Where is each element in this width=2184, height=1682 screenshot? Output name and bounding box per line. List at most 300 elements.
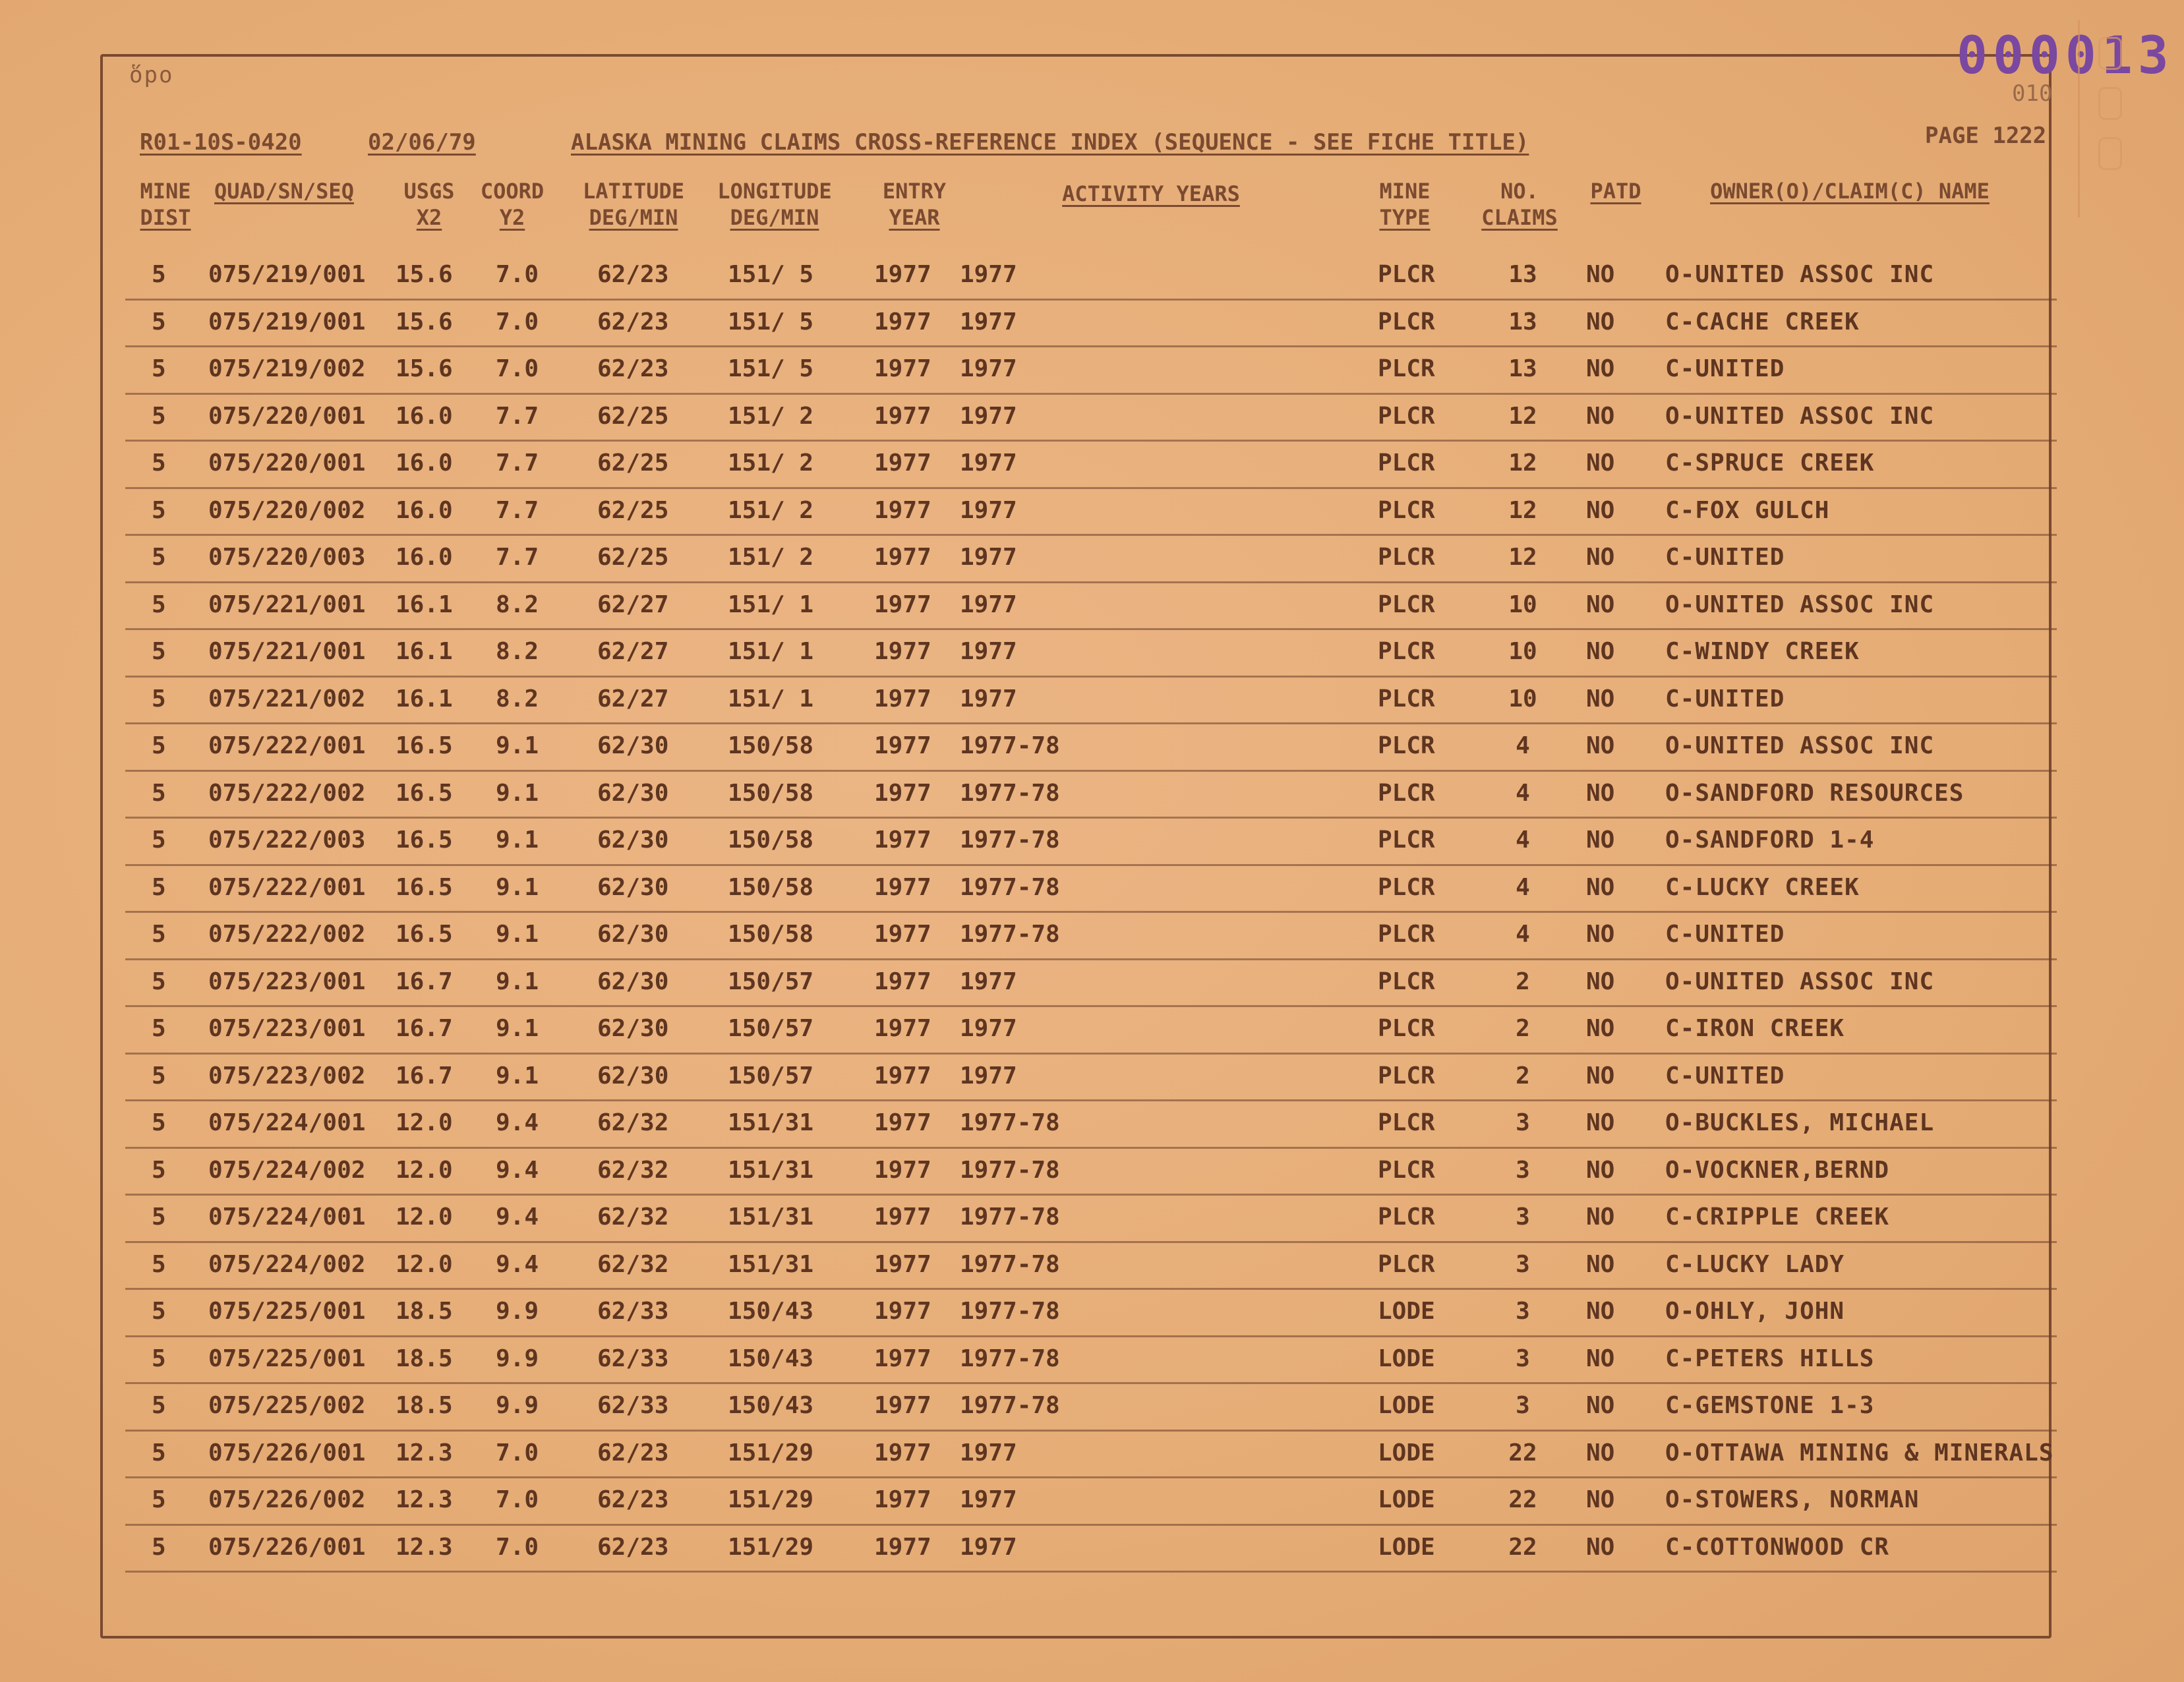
owner-claim-name-cell: C-UNITED	[1665, 355, 1785, 382]
owner-claim-name-cell: C-CRIPPLE CREEK	[1665, 1204, 1890, 1231]
longitude-cell: 150/58	[728, 921, 814, 948]
table-row	[125, 630, 2057, 678]
quad-cell: 075/221/002	[208, 685, 366, 712]
mine-type-cell: PLCR	[1378, 1204, 1435, 1231]
owner-claim-name-cell: C-WINDY CREEK	[1665, 638, 1860, 665]
owner-claim-name-cell: C-UNITED	[1665, 1062, 1785, 1089]
mine-dist-cell: 5	[152, 1250, 166, 1278]
mine-dist-cell: 5	[152, 591, 166, 618]
mine-type-cell: PLCR	[1378, 873, 1435, 901]
owner-claim-name-cell: C-UNITED	[1665, 921, 1785, 948]
patented-cell: NO	[1586, 261, 1615, 288]
claims-count-cell: 3	[1516, 1345, 1530, 1372]
y2-cell: 7.7	[496, 544, 539, 571]
owner-claim-name-cell: C-UNITED	[1665, 685, 1785, 712]
table-row	[125, 913, 2057, 960]
latitude-cell: 62/27	[597, 591, 669, 618]
table-row	[125, 819, 2057, 866]
mine-type-cell: PLCR	[1378, 779, 1435, 807]
entry-year-cell: 1977	[874, 873, 931, 901]
patented-cell: NO	[1586, 1439, 1615, 1466]
owner-claim-name-cell: O-OTTAWA MINING & MINERALS	[1665, 1439, 2054, 1466]
table-row	[125, 395, 2057, 442]
entry-year-cell: 1977	[874, 1439, 931, 1466]
latitude-cell: 62/30	[597, 732, 669, 759]
activity-years-cell: 1977	[960, 450, 1017, 477]
quad-cell: 075/219/001	[208, 308, 366, 335]
table-row	[125, 442, 2057, 489]
entry-year-cell: 1977	[874, 1486, 931, 1513]
owner-claim-name-cell: C-PETERS HILLS	[1665, 1345, 1875, 1372]
patented-cell: NO	[1586, 732, 1615, 759]
latitude-cell: 62/27	[597, 685, 669, 712]
claims-count-cell: 4	[1516, 921, 1530, 948]
column-headers	[125, 178, 2057, 250]
y2-cell: 9.1	[496, 873, 539, 901]
mine-dist-cell: 5	[152, 732, 166, 759]
mine-dist-cell: 5	[152, 450, 166, 477]
owner-claim-name-cell: C-GEMSTONE 1-3	[1665, 1392, 1875, 1419]
entry-year-cell: 1977	[874, 544, 931, 571]
patented-cell: NO	[1586, 1015, 1615, 1042]
latitude-cell: 62/32	[597, 1109, 669, 1136]
mine-dist-cell: 5	[152, 1392, 166, 1419]
longitude-cell: 150/58	[728, 826, 814, 854]
entry-year-cell: 1977	[874, 591, 931, 618]
patented-cell: NO	[1586, 1533, 1615, 1561]
owner-claim-name-cell: C-SPRUCE CREEK	[1665, 450, 1875, 477]
entry-year-cell: 1977	[874, 1345, 931, 1372]
column-header: OWNER(O)/CLAIM(C) NAME	[1710, 179, 1990, 204]
claims-count-cell: 3	[1516, 1392, 1530, 1419]
owner-claim-name-cell: C-LUCKY CREEK	[1665, 873, 1860, 901]
table-row	[125, 678, 2057, 725]
y2-cell: 7.0	[496, 308, 539, 335]
claims-count-cell: 12	[1508, 450, 1537, 477]
table-row	[125, 1478, 2057, 1526]
quad-cell: 075/222/002	[208, 921, 366, 948]
table-row	[125, 1149, 2057, 1196]
mine-dist-cell: 5	[152, 261, 166, 288]
column-header: ENTRY YEAR	[882, 179, 947, 230]
mine-type-cell: LODE	[1378, 1392, 1435, 1419]
claims-count-cell: 22	[1508, 1486, 1537, 1513]
x2-cell: 16.0	[396, 544, 453, 571]
mine-dist-cell: 5	[152, 1109, 166, 1136]
claims-count-cell: 3	[1516, 1298, 1530, 1325]
y2-cell: 8.2	[496, 638, 539, 665]
longitude-cell: 150/57	[728, 968, 814, 995]
claims-count-cell: 12	[1508, 496, 1537, 524]
activity-years-cell: 1977-78	[960, 826, 1060, 854]
activity-years-cell: 1977-78	[960, 1250, 1060, 1278]
mine-type-cell: PLCR	[1378, 1015, 1435, 1042]
activity-years-cell: 1977-78	[960, 921, 1060, 948]
mine-dist-cell: 5	[152, 355, 166, 382]
patented-cell: NO	[1586, 450, 1615, 477]
owner-claim-name-cell: C-FOX GULCH	[1665, 496, 1830, 524]
owner-claim-name-cell: O-UNITED ASSOC INC	[1665, 591, 1935, 618]
entry-year-cell: 1977	[874, 826, 931, 854]
activity-years-cell: 1977-78	[960, 873, 1060, 901]
table-row	[125, 866, 2057, 914]
column-header: COORD Y2	[480, 179, 545, 230]
activity-years-cell: 1977	[960, 1439, 1017, 1466]
longitude-cell: 151/ 5	[728, 261, 814, 288]
latitude-cell: 62/32	[597, 1156, 669, 1184]
table-row	[125, 1007, 2057, 1055]
activity-years-cell: 1977	[960, 1062, 1017, 1089]
column-header: LATITUDE DEG/MIN	[582, 179, 685, 230]
quad-cell: 075/221/001	[208, 638, 366, 665]
owner-claim-name-cell: O-UNITED ASSOC INC	[1665, 968, 1935, 995]
longitude-cell: 151/ 1	[728, 638, 814, 665]
mine-dist-cell: 5	[152, 1015, 166, 1042]
entry-year-cell: 1977	[874, 732, 931, 759]
latitude-cell: 62/23	[597, 1533, 669, 1561]
mine-type-cell: LODE	[1378, 1486, 1435, 1513]
owner-claim-name-cell: C-UNITED	[1665, 544, 1785, 571]
owner-claim-name-cell: C-COTTONWOOD CR	[1665, 1533, 1890, 1561]
table-row	[125, 347, 2057, 395]
stamp-number: 000013	[1957, 26, 2174, 86]
mine-type-cell: PLCR	[1378, 1062, 1435, 1089]
patented-cell: NO	[1586, 1298, 1615, 1325]
owner-claim-name-cell: C-CACHE CREEK	[1665, 308, 1860, 335]
patented-cell: NO	[1586, 921, 1615, 948]
table-row	[125, 1290, 2057, 1337]
mine-type-cell: PLCR	[1378, 591, 1435, 618]
mine-dist-cell: 5	[152, 1156, 166, 1184]
latitude-cell: 62/33	[597, 1345, 669, 1372]
patented-cell: NO	[1586, 308, 1615, 335]
claims-count-cell: 10	[1508, 591, 1537, 618]
y2-cell: 9.1	[496, 779, 539, 807]
x2-cell: 12.3	[396, 1486, 453, 1513]
entry-year-cell: 1977	[874, 1533, 931, 1561]
longitude-cell: 151/31	[728, 1156, 814, 1184]
patented-cell: NO	[1586, 544, 1615, 571]
patented-cell: NO	[1586, 1109, 1615, 1136]
y2-cell: 8.2	[496, 591, 539, 618]
latitude-cell: 62/32	[597, 1250, 669, 1278]
entry-year-cell: 1977	[874, 308, 931, 335]
table-row	[125, 724, 2057, 772]
longitude-cell: 150/58	[728, 779, 814, 807]
patented-cell: NO	[1586, 591, 1615, 618]
x2-cell: 16.1	[396, 638, 453, 665]
y2-cell: 7.0	[496, 355, 539, 382]
x2-cell: 12.3	[396, 1439, 453, 1466]
quad-cell: 075/223/001	[208, 1015, 366, 1042]
mine-dist-cell: 5	[152, 308, 166, 335]
activity-years-cell: 1977-78	[960, 1345, 1060, 1372]
y2-cell: 9.1	[496, 968, 539, 995]
table-row	[125, 1526, 2057, 1573]
activity-years-cell: 1977	[960, 261, 1017, 288]
mine-dist-cell: 5	[152, 685, 166, 712]
mine-dist-cell: 5	[152, 1204, 166, 1231]
patented-cell: NO	[1586, 1204, 1615, 1231]
quad-cell: 075/222/003	[208, 826, 366, 854]
column-header: PATD	[1590, 179, 1641, 204]
mine-dist-cell: 5	[152, 968, 166, 995]
longitude-cell: 150/57	[728, 1062, 814, 1089]
report-date: 02/06/79	[368, 129, 476, 156]
claims-count-cell: 4	[1516, 873, 1530, 901]
mine-dist-cell: 5	[152, 402, 166, 430]
y2-cell: 9.1	[496, 826, 539, 854]
quad-cell: 075/220/001	[208, 402, 366, 430]
y2-cell: 9.9	[496, 1298, 539, 1325]
mine-dist-cell: 5	[152, 1533, 166, 1561]
claims-count-cell: 12	[1508, 544, 1537, 571]
mine-type-cell: PLCR	[1378, 496, 1435, 524]
activity-years-cell: 1977	[960, 968, 1017, 995]
table-row	[125, 253, 2057, 301]
column-header: MINE TYPE	[1379, 179, 1431, 230]
entry-year-cell: 1977	[874, 921, 931, 948]
mine-dist-cell: 5	[152, 1345, 166, 1372]
latitude-cell: 62/23	[597, 261, 669, 288]
table-row	[125, 301, 2057, 348]
report-header	[140, 123, 2051, 166]
patented-cell: NO	[1586, 1345, 1615, 1372]
entry-year-cell: 1977	[874, 1250, 931, 1278]
claims-count-cell: 3	[1516, 1109, 1530, 1136]
activity-years-cell: 1977-78	[960, 1392, 1060, 1419]
quad-cell: 075/220/003	[208, 544, 366, 571]
claims-count-cell: 12	[1508, 402, 1537, 430]
entry-year-cell: 1977	[874, 1204, 931, 1231]
entry-year-cell: 1977	[874, 1015, 931, 1042]
activity-years-cell: 1977	[960, 308, 1017, 335]
x2-cell: 16.0	[396, 402, 453, 430]
report-title: ALASKA MINING CLAIMS CROSS-REFERENCE INDEX (SEQUENCE - SEE FICHE TITLE)	[571, 129, 1529, 156]
mine-dist-cell: 5	[152, 826, 166, 854]
quad-cell: 075/226/001	[208, 1439, 366, 1466]
table-row	[125, 1196, 2057, 1243]
x2-cell: 16.5	[396, 779, 453, 807]
claims-count-cell: 13	[1508, 355, 1537, 382]
quad-cell: 075/219/002	[208, 355, 366, 382]
entry-year-cell: 1977	[874, 1156, 931, 1184]
longitude-cell: 150/58	[728, 873, 814, 901]
latitude-cell: 62/30	[597, 921, 669, 948]
mine-dist-cell: 5	[152, 873, 166, 901]
column-header: MINE DIST	[140, 179, 191, 230]
mine-dist-cell: 5	[152, 544, 166, 571]
quad-cell: 075/220/001	[208, 450, 366, 477]
longitude-cell: 151/31	[728, 1109, 814, 1136]
x2-cell: 16.7	[396, 968, 453, 995]
y2-cell: 9.4	[496, 1204, 539, 1231]
mine-type-cell: PLCR	[1378, 685, 1435, 712]
claims-count-cell: 2	[1516, 1015, 1530, 1042]
mine-dist-cell: 5	[152, 1062, 166, 1089]
entry-year-cell: 1977	[874, 1392, 931, 1419]
x2-cell: 16.7	[396, 1015, 453, 1042]
mine-type-cell: LODE	[1378, 1298, 1435, 1325]
claims-count-cell: 3	[1516, 1204, 1530, 1231]
patented-cell: NO	[1586, 496, 1615, 524]
table-row	[125, 1243, 2057, 1290]
mine-dist-cell: 5	[152, 1298, 166, 1325]
activity-years-cell: 1977-78	[960, 1298, 1060, 1325]
x2-cell: 12.3	[396, 1533, 453, 1561]
entry-year-cell: 1977	[874, 355, 931, 382]
mine-type-cell: PLCR	[1378, 638, 1435, 665]
owner-claim-name-cell: O-UNITED ASSOC INC	[1665, 732, 1935, 759]
table-row	[125, 1101, 2057, 1149]
entry-year-cell: 1977	[874, 496, 931, 524]
x2-cell: 16.1	[396, 591, 453, 618]
activity-years-cell: 1977-78	[960, 732, 1060, 759]
mine-type-cell: LODE	[1378, 1439, 1435, 1466]
x2-cell: 16.7	[396, 1062, 453, 1089]
x2-cell: 15.6	[396, 261, 453, 288]
claims-count-cell: 10	[1508, 685, 1537, 712]
quad-cell: 075/220/002	[208, 496, 366, 524]
longitude-cell: 150/43	[728, 1345, 814, 1372]
activity-years-cell: 1977-78	[960, 1156, 1060, 1184]
entry-year-cell: 1977	[874, 402, 931, 430]
column-header: QUAD/SN/SEQ	[214, 179, 354, 204]
y2-cell: 7.0	[496, 1486, 539, 1513]
table-row	[125, 1055, 2057, 1102]
longitude-cell: 151/29	[728, 1439, 814, 1466]
mine-dist-cell: 5	[152, 921, 166, 948]
table-row	[125, 1337, 2057, 1385]
y2-cell: 7.7	[496, 450, 539, 477]
claims-count-cell: 13	[1508, 308, 1537, 335]
mine-dist-cell: 5	[152, 638, 166, 665]
mine-type-cell: PLCR	[1378, 1109, 1435, 1136]
report-id: R01-10S-0420	[140, 129, 302, 156]
patented-cell: NO	[1586, 968, 1615, 995]
y2-cell: 9.1	[496, 1015, 539, 1042]
activity-years-cell: 1977-78	[960, 779, 1060, 807]
patented-cell: NO	[1586, 779, 1615, 807]
quad-cell: 075/224/001	[208, 1109, 366, 1136]
y2-cell: 7.7	[496, 496, 539, 524]
quad-cell: 075/226/002	[208, 1486, 366, 1513]
activity-years-cell: 1977	[960, 591, 1017, 618]
entry-year-cell: 1977	[874, 779, 931, 807]
table-row	[125, 772, 2057, 819]
quad-cell: 075/223/001	[208, 968, 366, 995]
owner-claim-name-cell: O-OHLY, JOHN	[1665, 1298, 1845, 1325]
longitude-cell: 151/ 5	[728, 308, 814, 335]
owner-claim-name-cell: O-SANDFORD 1-4	[1665, 826, 1875, 854]
entry-year-cell: 1977	[874, 1298, 931, 1325]
owner-claim-name-cell: O-VOCKNER,BERND	[1665, 1156, 1890, 1184]
entry-year-cell: 1977	[874, 450, 931, 477]
latitude-cell: 62/30	[597, 779, 669, 807]
quad-cell: 075/224/001	[208, 1204, 366, 1231]
activity-years-cell: 1977	[960, 496, 1017, 524]
mine-type-cell: LODE	[1378, 1533, 1435, 1561]
patented-cell: NO	[1586, 402, 1615, 430]
latitude-cell: 62/23	[597, 1439, 669, 1466]
table-row	[125, 489, 2057, 536]
x2-cell: 12.0	[396, 1109, 453, 1136]
quad-cell: 075/225/001	[208, 1298, 366, 1325]
latitude-cell: 62/27	[597, 638, 669, 665]
mine-dist-cell: 5	[152, 1486, 166, 1513]
latitude-cell: 62/30	[597, 1015, 669, 1042]
latitude-cell: 62/30	[597, 873, 669, 901]
y2-cell: 9.1	[496, 1062, 539, 1089]
y2-cell: 9.4	[496, 1109, 539, 1136]
patented-cell: NO	[1586, 1250, 1615, 1278]
activity-years-cell: 1977-78	[960, 1204, 1060, 1231]
activity-years-cell: 1977	[960, 355, 1017, 382]
patented-cell: NO	[1586, 685, 1615, 712]
x2-cell: 16.5	[396, 873, 453, 901]
claims-count-cell: 13	[1508, 261, 1537, 288]
latitude-cell: 62/25	[597, 544, 669, 571]
longitude-cell: 151/ 2	[728, 544, 814, 571]
mine-type-cell: PLCR	[1378, 1250, 1435, 1278]
table-row	[125, 960, 2057, 1008]
quad-cell: 075/225/002	[208, 1392, 366, 1419]
mine-type-cell: PLCR	[1378, 921, 1435, 948]
quad-cell: 075/221/001	[208, 591, 366, 618]
page-number: PAGE 1222	[1925, 123, 2047, 149]
mine-type-cell: PLCR	[1378, 308, 1435, 335]
latitude-cell: 62/30	[597, 1062, 669, 1089]
mine-type-cell: PLCR	[1378, 261, 1435, 288]
patented-cell: NO	[1586, 826, 1615, 854]
latitude-cell: 62/33	[597, 1392, 669, 1419]
entry-year-cell: 1977	[874, 1109, 931, 1136]
latitude-cell: 62/25	[597, 496, 669, 524]
x2-cell: 16.5	[396, 921, 453, 948]
x2-cell: 18.5	[396, 1392, 453, 1419]
column-header: LONGITUDE DEG/MIN	[717, 179, 832, 230]
longitude-cell: 151/29	[728, 1486, 814, 1513]
patented-cell: NO	[1586, 1392, 1615, 1419]
mine-type-cell: PLCR	[1378, 544, 1435, 571]
quad-cell: 075/225/001	[208, 1345, 366, 1372]
latitude-cell: 62/33	[597, 1298, 669, 1325]
longitude-cell: 150/43	[728, 1298, 814, 1325]
longitude-cell: 150/58	[728, 732, 814, 759]
latitude-cell: 62/30	[597, 968, 669, 995]
claims-count-cell: 3	[1516, 1250, 1530, 1278]
owner-claim-name-cell: C-LUCKY LADY	[1665, 1250, 1845, 1278]
longitude-cell: 151/ 2	[728, 402, 814, 430]
x2-cell: 16.5	[396, 826, 453, 854]
activity-years-cell: 1977	[960, 638, 1017, 665]
longitude-cell: 151/ 1	[728, 685, 814, 712]
claims-count-cell: 22	[1508, 1533, 1537, 1561]
column-header: NO. CLAIMS	[1481, 179, 1558, 230]
latitude-cell: 62/23	[597, 308, 669, 335]
y2-cell: 7.0	[496, 261, 539, 288]
entry-year-cell: 1977	[874, 638, 931, 665]
mine-dist-cell: 5	[152, 1439, 166, 1466]
x2-cell: 16.1	[396, 685, 453, 712]
entry-year-cell: 1977	[874, 261, 931, 288]
mine-type-cell: LODE	[1378, 1345, 1435, 1372]
owner-claim-name-cell: O-UNITED ASSOC INC	[1665, 261, 1935, 288]
film-edge-strip	[2078, 20, 2152, 218]
longitude-cell: 150/43	[728, 1392, 814, 1419]
y2-cell: 9.9	[496, 1345, 539, 1372]
activity-years-cell: 1977	[960, 544, 1017, 571]
